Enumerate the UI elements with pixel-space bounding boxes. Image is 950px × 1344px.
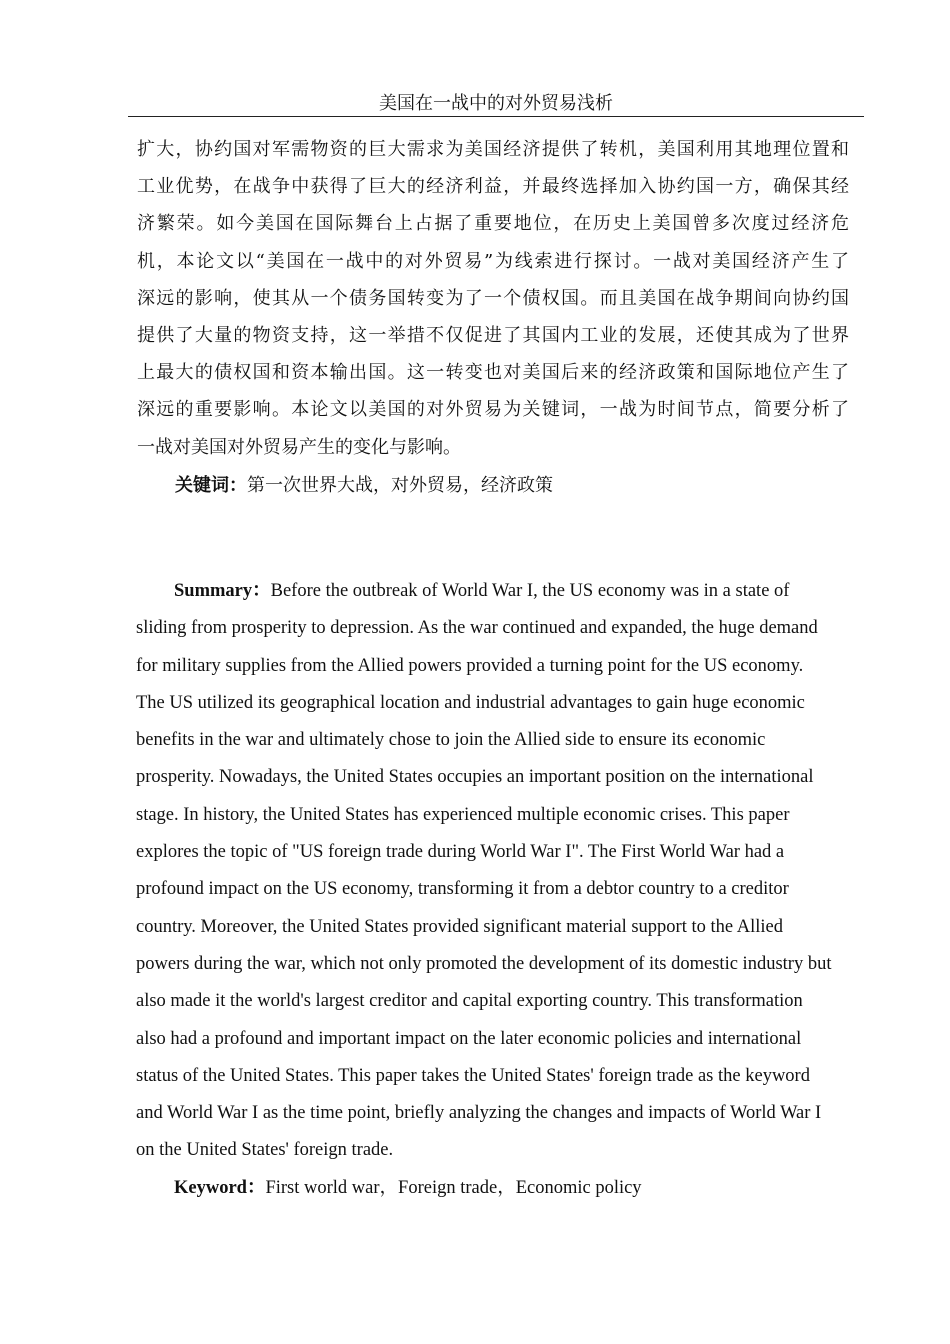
chinese-abstract-line: 济繁荣。如今美国在国际舞台上占据了重要地位，在历史上美国曾多次度过经济危 (137, 213, 849, 235)
keyword-text: First world war，Foreign trade，Economic policy (265, 1178, 642, 1198)
english-summary-line: benefits in the war and ultimately chose to join the Allied side to ensure its economic (136, 730, 766, 751)
english-summary-line: stage. In history, the United States has experienced multiple economic crises. This paper (136, 804, 790, 825)
summary-label: Summary： (174, 581, 271, 601)
chinese-keywords (175, 467, 553, 504)
chinese-keywords-text: 第一次世界大战，对外贸易，经济政策 (247, 475, 553, 496)
chinese-abstract-line: 扩大，协约国对军需物资的巨大需求为美国经济提供了转机，美国利用其地理位置和 (137, 139, 849, 160)
english-summary-line: The US utilized its geographical location and industrial advantages to gain huge economic (136, 692, 805, 713)
english-summary-line: for military supplies from the Allied powers provided a turning point for the US economy. (136, 655, 804, 676)
english-summary-line: sliding from prosperity to depression. As the war continued and expanded, the huge demand (136, 618, 818, 639)
summary-first-text: Before the outbreak of World War I, the US economy was in a state of (270, 581, 790, 601)
english-summary-first-line (136, 573, 858, 610)
keyword-label: Keyword： (174, 1178, 266, 1198)
chinese-abstract-line: 提供了大量的物资支持，这一举措不仅促进了其国内工业的发展，还使其成为了世界 (137, 324, 849, 346)
english-keywords (174, 1170, 642, 1207)
chinese-abstract (137, 131, 849, 466)
english-summary-line: and World War I as the time point, briefly analyzing the changes and impacts of World War I (136, 1103, 822, 1124)
english-summary-line: explores the topic of "US foreign trade during World War I". The First World War had a (136, 842, 785, 863)
chinese-abstract-line: 深远的影响，使其从一个债务国转变为了一个债权国。而且美国在战争期间向协约国 (137, 287, 849, 309)
english-summary-line: powers during the war, which not only promoted the development of its domestic industry but (136, 953, 832, 974)
english-summary-line: also made it the world's largest creditor and capital exporting country. This transformation (136, 991, 803, 1012)
chinese-abstract-line: 一战对美国对外贸易产生的变化与影响。 (137, 436, 461, 458)
chinese-abstract-line: 工业优势，在战争中获得了巨大的经济利益，并最终选择加入协约国一方，确保其经 (137, 176, 849, 198)
english-summary-line: profound impact on the US economy, transforming it from a debtor country to a creditor (136, 879, 789, 900)
running-title: 美国在一战中的对外贸易浅析 (379, 93, 613, 114)
english-summary (136, 573, 858, 1170)
chinese-abstract-line: 机，本论文以“美国在一战中的对外贸易”为线索进行探讨。一战对美国经济产生了 (137, 250, 849, 272)
english-summary-line: country. Moreover, the United States provided significant material support to the Allied (136, 916, 783, 937)
chinese-abstract-line: 上最大的债权国和资本输出国。这一转变也对美国后来的经济政策和国际地位产生了 (137, 362, 849, 384)
chinese-abstract-line: 深远的重要影响。本论文以美国的对外贸易为关键词，一战为时间节点，简要分析了 (137, 399, 849, 421)
chinese-keywords-label: 关键词： (175, 475, 247, 496)
english-summary-line: prosperity. Nowadays, the United States occupies an important position on the international (136, 767, 814, 788)
page-header (128, 92, 864, 117)
english-summary-line: on the United States' foreign trade. (136, 1140, 394, 1161)
english-summary-line: status of the United States. This paper takes the United States' foreign trade as the keyword (136, 1065, 810, 1086)
english-summary-line: also had a profound and important impact on the later economic policies and international (136, 1028, 802, 1049)
